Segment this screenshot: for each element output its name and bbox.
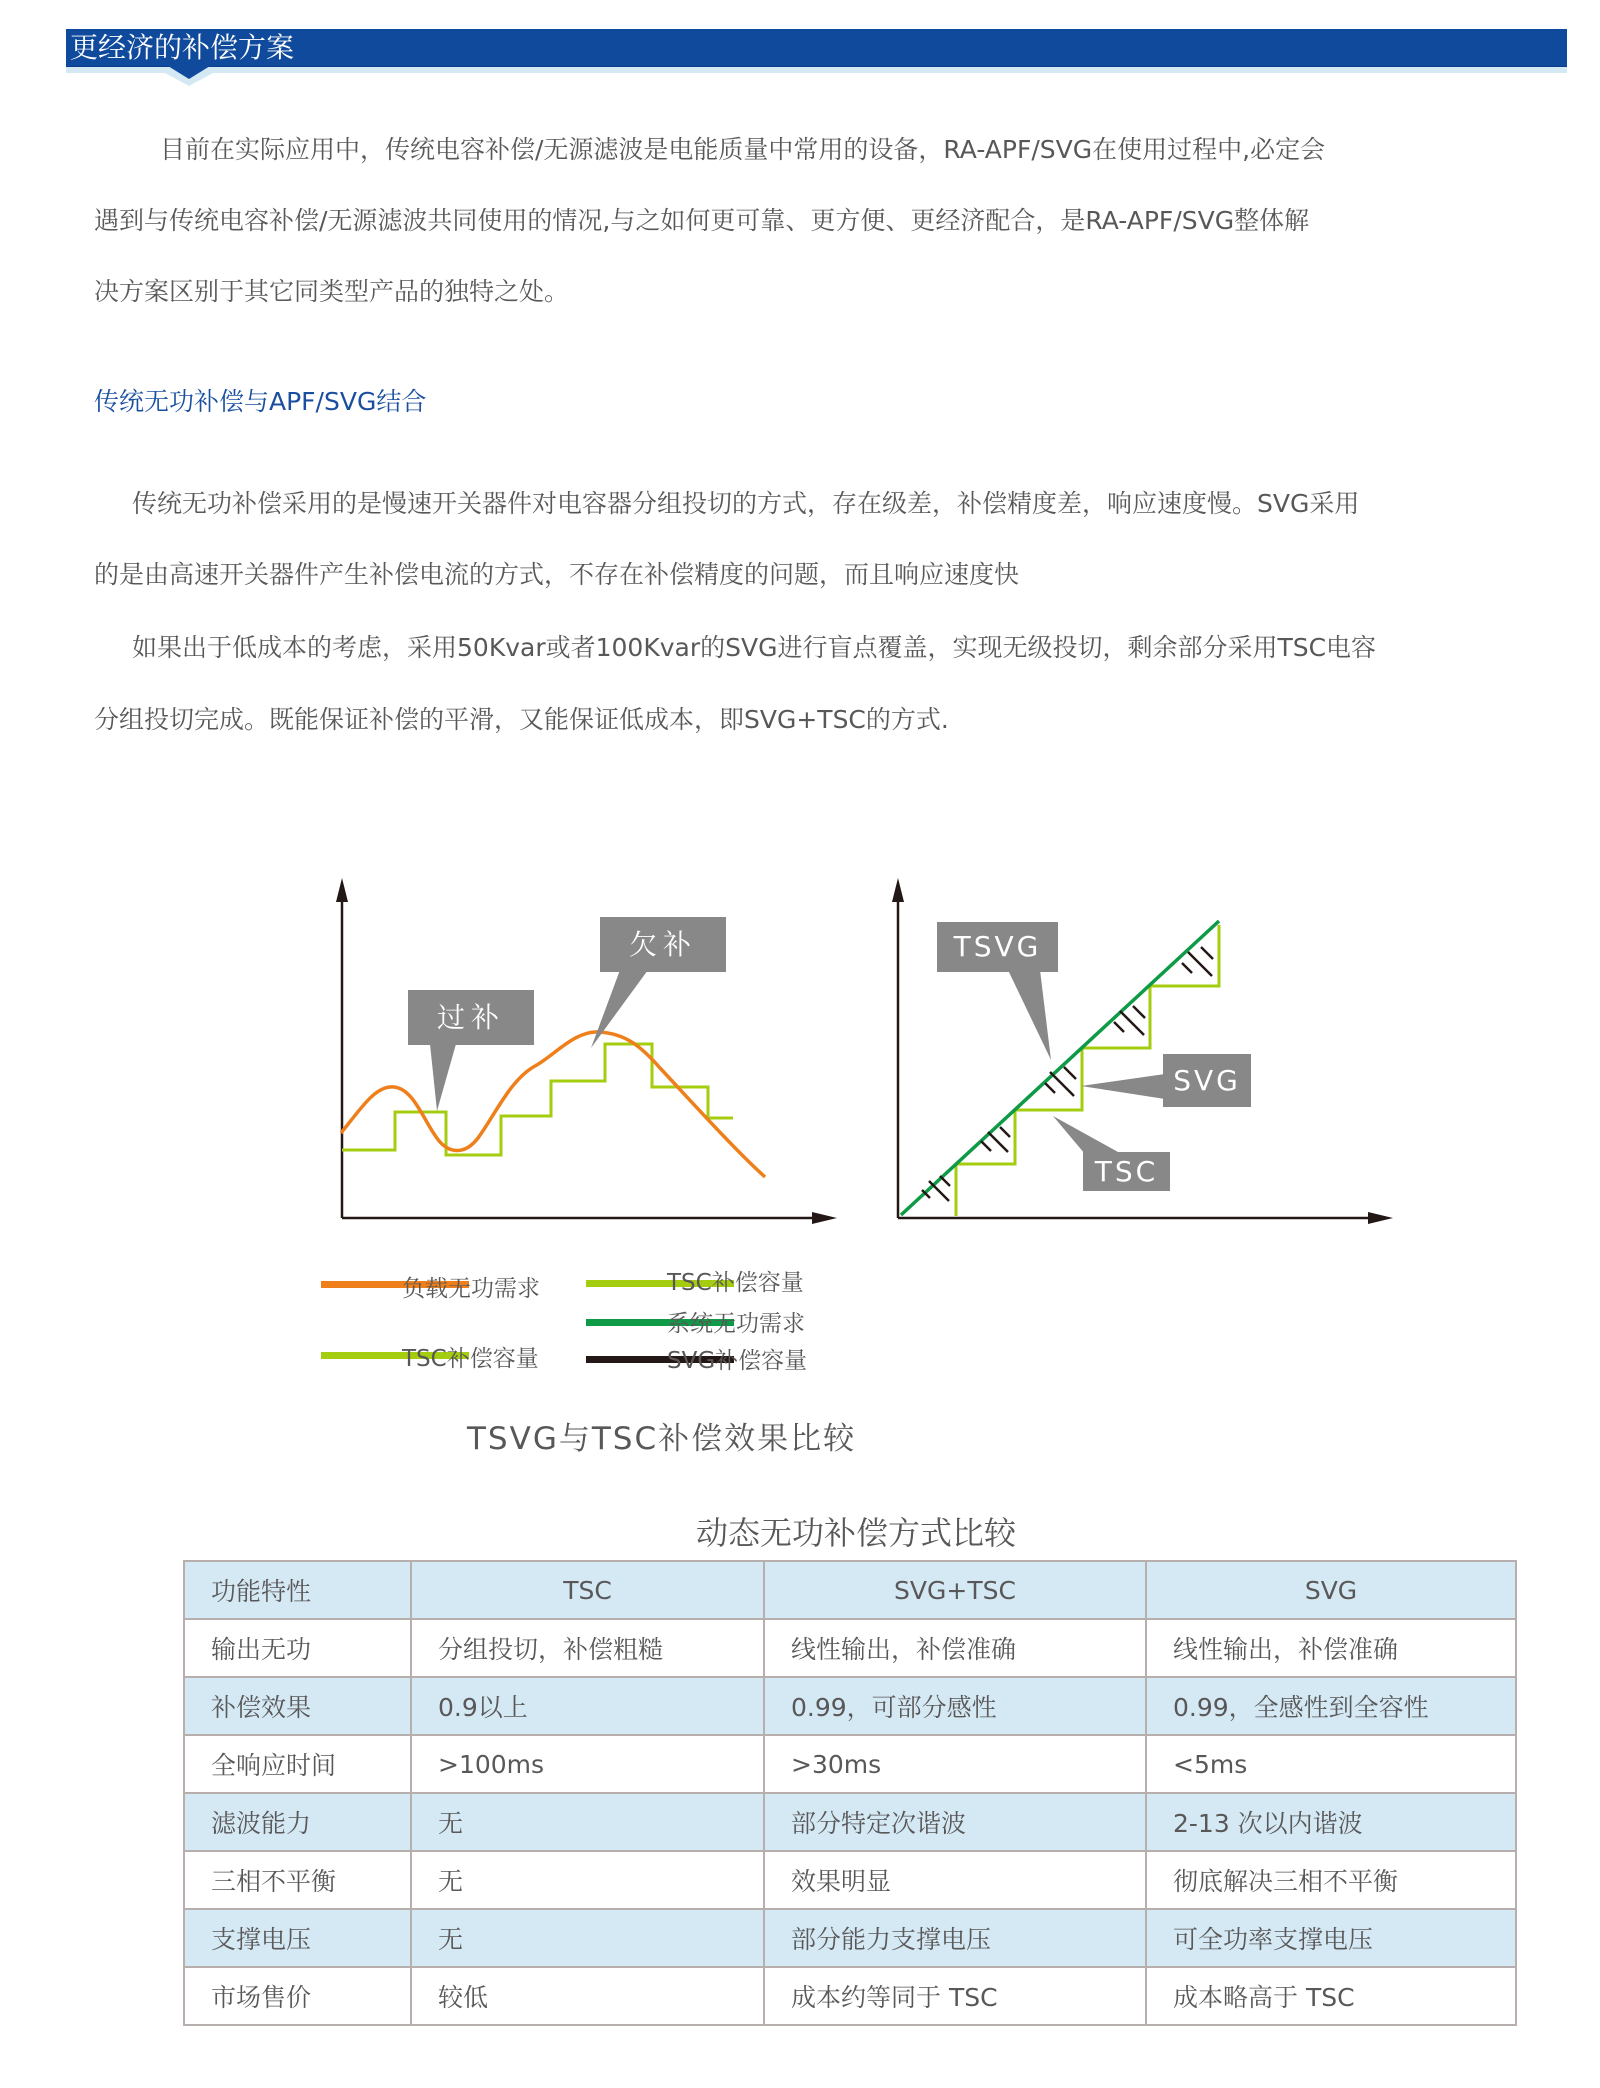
y-axis-arrow-icon — [892, 878, 904, 902]
section-line-2: 的是由高速开关器件产生补偿电流的方式，不存在补偿精度的问题，而且响应速度快 — [94, 560, 1020, 589]
cell-svg-tsc: 0.99，可部分感性 — [764, 1677, 1146, 1735]
table-row — [184, 1619, 1516, 1677]
comparison-table — [183, 1560, 1517, 2026]
row-label: 滤波能力 — [184, 1793, 411, 1851]
legend-label-svg-capacity: SVG补偿容量 — [667, 1348, 808, 1374]
intro-line-1: 目前在实际应用中，传统电容补偿/无源滤波是电能质量中常用的设备，RA-APF/SVG在使用过程中,必定会 — [160, 135, 1326, 164]
cell-tsc: 无 — [411, 1793, 764, 1851]
section-subheading: 传统无功补偿与APF/SVG结合 — [94, 387, 427, 416]
cell-svg: <5ms — [1146, 1735, 1516, 1793]
intro-line-3: 决方案区别于其它同类型产品的独特之处。 — [94, 277, 570, 306]
cell-tsc: 无 — [411, 1851, 764, 1909]
cell-svg-tsc: 成本约等同于 TSC — [764, 1967, 1146, 2025]
callout-over-compensation: 过补 — [436, 1001, 505, 1034]
header-cell-svg-tsc: SVG+TSC — [764, 1561, 1146, 1619]
table-row — [184, 1851, 1516, 1909]
table-row — [184, 1677, 1516, 1735]
legend-label-tsc-capacity: TSC补偿容量 — [402, 1346, 539, 1372]
cell-svg-tsc: 部分能力支撑电压 — [764, 1909, 1146, 1967]
cell-svg-tsc: >30ms — [764, 1735, 1146, 1793]
left-chart — [336, 878, 837, 1224]
row-label: 支撑电压 — [184, 1909, 411, 1967]
cell-svg: 2-13 次以内谐波 — [1146, 1793, 1516, 1851]
header-cell-tsc: TSC — [411, 1561, 764, 1619]
x-axis-arrow-icon — [1368, 1212, 1393, 1224]
legend-label-system-demand: 系统无功需求 — [667, 1311, 805, 1337]
page-title: 更经济的补偿方案 — [70, 31, 295, 64]
table-row — [184, 1735, 1516, 1793]
table-header-row — [184, 1561, 1516, 1619]
section-line-4: 分组投切完成。既能保证补偿的平滑，又能保证低成本，即SVG+TSC的方式. — [94, 705, 949, 734]
row-label: 全响应时间 — [184, 1735, 411, 1793]
cell-svg-tsc: 效果明显 — [764, 1851, 1146, 1909]
cell-tsc: 无 — [411, 1909, 764, 1967]
cell-svg-tsc: 线性输出，补偿准确 — [764, 1619, 1146, 1677]
cell-tsc: 0.9以上 — [411, 1677, 764, 1735]
x-axis-arrow-icon — [812, 1212, 837, 1224]
header-cell-svg: SVG — [1146, 1561, 1516, 1619]
chart-caption: TSVG与TSC补偿效果比较 — [467, 1421, 857, 1457]
cell-svg: 线性输出，补偿准确 — [1146, 1619, 1516, 1677]
cell-tsc: 分组投切，补偿粗糙 — [411, 1619, 764, 1677]
row-label: 补偿效果 — [184, 1677, 411, 1735]
callout-under-compensation: 欠补 — [628, 928, 697, 961]
table-row — [184, 1793, 1516, 1851]
callout-svg: SVG — [1173, 1064, 1241, 1097]
callout-tsc: TSC — [1094, 1155, 1159, 1188]
legend-label-load-demand: 负载无功需求 — [402, 1276, 540, 1302]
cell-svg: 成本略高于 TSC — [1146, 1967, 1516, 2025]
row-label: 三相不平衡 — [184, 1851, 411, 1909]
cell-svg: 彻底解决三相不平衡 — [1146, 1851, 1516, 1909]
row-label: 市场售价 — [184, 1967, 411, 2025]
cell-tsc: >100ms — [411, 1735, 764, 1793]
table-row — [184, 1909, 1516, 1967]
cell-tsc: 较低 — [411, 1967, 764, 2025]
intro-line-2: 遇到与传统电容补偿/无源滤波共同使用的情况,与之如何更可靠、更方便、更经济配合，是RA-APF/SVG整体解 — [94, 206, 1310, 235]
row-label: 输出无功 — [184, 1619, 411, 1677]
section-line-1: 传统无功补偿采用的是慢速开关器件对电容器分组投切的方式，存在级差，补偿精度差，响应速度慢。SVG采用 — [132, 489, 1360, 518]
cell-svg: 0.99，全感性到全容性 — [1146, 1677, 1516, 1735]
header-cell-feature: 功能特性 — [184, 1561, 411, 1619]
cell-svg-tsc: 部分特定次谐波 — [764, 1793, 1146, 1851]
section-line-3: 如果出于低成本的考虑，采用50Kvar或者100Kvar的SVG进行盲点覆盖，实现无级投切，剩余部分采用TSC电容 — [132, 633, 1377, 662]
table-title: 动态无功补偿方式比较 — [695, 1514, 1016, 1552]
legend-label-tsc-capacity-right: TSC补偿容量 — [667, 1270, 804, 1296]
table-row — [184, 1967, 1516, 2025]
callout-tsvg: TSVG — [953, 930, 1042, 963]
y-axis-arrow-icon — [336, 878, 348, 902]
cell-svg: 可全功率支撑电压 — [1146, 1909, 1516, 1967]
